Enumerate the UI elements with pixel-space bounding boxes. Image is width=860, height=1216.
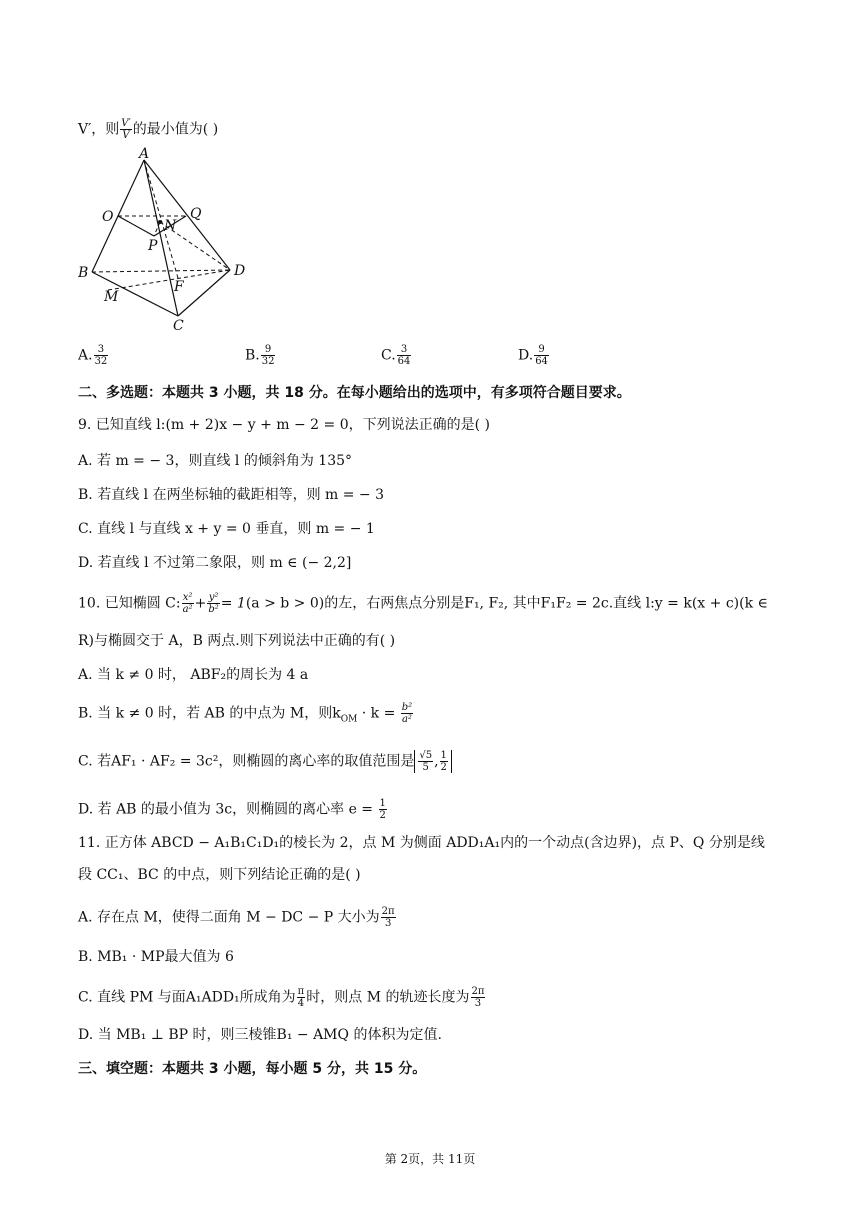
- frac-den: 4: [297, 998, 305, 1009]
- q8-prefix: V′，则: [78, 121, 120, 138]
- frac-num: √5: [419, 750, 433, 761]
- frac-num: 9: [534, 344, 549, 356]
- frac-num: 1: [440, 750, 447, 761]
- frac-den: 32: [94, 356, 108, 367]
- section-3-heading: 三、填空题：本题共 3 小题，每小题 5 分，共 15 分。: [78, 1061, 427, 1077]
- edge-OP: [118, 216, 154, 236]
- q10-stem-a: 10. 已知椭圆 C:: [78, 595, 181, 612]
- plus-sign: +: [194, 595, 207, 612]
- ellipse-y-term: $\frac{\text{y²}}{\text{b²}}$: [208, 592, 219, 615]
- q9-stem: 9. 已知直线 l:(m + 2)x − y + m − 2 = 0，下列说法正确的是( ): [78, 417, 490, 433]
- interval-lower: [418, 750, 433, 773]
- frac-num: b²: [401, 702, 413, 713]
- label-Q: Q: [190, 206, 202, 222]
- q11-optc-b: 时，则点 M 的轨迹长度为: [306, 989, 470, 1006]
- q11-opta-a: A. 存在点 M，使得二面角 M − DC − P 大小为: [78, 909, 380, 926]
- q11-option-d[interactable]: D. 当 MB₁ ⊥ BP 时，则三棱锥B₁ − AMQ 的体积为定值.: [78, 1027, 442, 1043]
- point-N: [158, 220, 162, 224]
- q8-option-b[interactable]: [245, 344, 276, 367]
- q10-option-a[interactable]: A. 当 k ≠ 0 时， ABF₂的周长为 4 a: [78, 667, 309, 683]
- ellipse-x-term: $\frac{\text{x²}}{\text{a²}}$: [182, 592, 193, 615]
- option-fraction: [261, 344, 276, 367]
- frac-num: 9: [261, 344, 276, 356]
- q10-stem-b: (a > b > 0)的左，右两焦点分别是F₁, F₂, 其中F₁F₂ = 2c.直线 l:y = k(x + c)(k ∈: [245, 595, 768, 612]
- label-F: F: [174, 279, 184, 295]
- q9-option-b[interactable]: B. 若直线 l 在两坐标轴的截距相等，则 m = − 3: [78, 487, 385, 503]
- q8-option-d[interactable]: [518, 344, 550, 367]
- edge-BD: [92, 270, 230, 272]
- label-M: M: [104, 289, 119, 305]
- label-A: A: [139, 146, 150, 162]
- q8-frac-num: V′: [121, 118, 131, 129]
- page-footer: 第 2页，共 11页: [384, 1152, 476, 1166]
- q10-optc-a: C. 若AF₁ · AF₂ = 3c²，则椭圆的离心率的取值范围是: [78, 753, 415, 770]
- q9-option-c[interactable]: C. 直线 l 与直线 x + y = 0 垂直，则 m = − 1: [78, 521, 375, 537]
- q11-option-b[interactable]: B. MB₁ · MP最大值为 6: [78, 949, 234, 965]
- option-fraction: [397, 344, 412, 367]
- option-letter: B.: [245, 347, 260, 364]
- q8-fraction: [120, 118, 132, 141]
- option-letter: D.: [518, 347, 534, 364]
- label-B: B: [78, 265, 89, 281]
- frac-num: π: [297, 986, 305, 997]
- frac-den: 2: [440, 762, 447, 773]
- q10-optb-frac: [401, 702, 413, 725]
- q9-option-d[interactable]: D. 若直线 l 不过第二象限，则 m ∈ (− 2,2]: [78, 555, 352, 571]
- option-letter: A.: [78, 347, 93, 364]
- tetrahedron-figure: [78, 146, 278, 336]
- q8-stem-tail: [78, 118, 218, 141]
- label-N: N: [164, 218, 177, 234]
- frac-den: 3: [384, 918, 392, 929]
- q10-optd-frac: [379, 798, 387, 821]
- frac-num: 3: [397, 344, 412, 356]
- q10-optb-b: · k =: [357, 705, 400, 722]
- option-fraction: [94, 344, 109, 367]
- q11-optc-frac2: [471, 986, 486, 1009]
- section-2-heading: 二、多选题：本题共 3 小题，共 18 分。在每小题给出的选项中，有多项符合题目要求。: [78, 385, 631, 401]
- option-letter: C.: [381, 347, 396, 364]
- label-D: D: [234, 263, 246, 279]
- q9-option-a[interactable]: A. 若 m = − 3，则直线 l 的倾斜角为 135°: [78, 453, 353, 469]
- q11-stem-line1: 11. 正方体 ABCD − A₁B₁C₁D₁的棱长为 2，点 M 为侧面 ADD₁A₁内的一个动点(含边界)，点 P、Q 分别是线: [78, 835, 765, 851]
- frac-den: 2: [379, 810, 386, 821]
- q8-suffix: 的最小值为( ): [132, 121, 219, 138]
- frac-num: 2π: [471, 986, 485, 997]
- interval-upper: [440, 750, 448, 773]
- frac-den: 64: [397, 356, 411, 367]
- label-O: O: [102, 209, 114, 225]
- q8-option-a[interactable]: [78, 344, 109, 367]
- q8-frac-den: V: [122, 130, 130, 141]
- q10-option-c[interactable]: [78, 750, 452, 773]
- equals-one: = 1: [220, 595, 246, 612]
- frac-den: 64: [535, 356, 548, 367]
- q11-option-c[interactable]: [78, 986, 486, 1009]
- q11-optc-frac1: [297, 986, 306, 1009]
- q11-optc-a: C. 直线 PM 与面A₁ADD₁所成角为: [78, 989, 296, 1006]
- option-fraction: [534, 344, 549, 367]
- q11-stem-line2: 段 CC₁、BC 的中点，则下列结论正确的是( ): [78, 867, 361, 883]
- q10-optd-a: D. 若 AB 的最小值为 3c，则椭圆的离心率 e =: [78, 801, 378, 818]
- label-P: P: [148, 238, 158, 254]
- q10-option-b[interactable]: [78, 702, 414, 728]
- q10-option-d[interactable]: [78, 798, 388, 821]
- frac-num: 1: [379, 798, 386, 809]
- q8-option-c[interactable]: [381, 344, 412, 367]
- frac-den: 5: [422, 762, 429, 773]
- q11-opta-frac: [381, 906, 396, 929]
- frac-den: 32: [261, 356, 275, 367]
- q11-option-a[interactable]: [78, 906, 397, 929]
- q10-stem-line1: [78, 592, 768, 615]
- frac-den: 3: [474, 998, 482, 1009]
- label-C: C: [173, 318, 184, 334]
- frac-num: 3: [94, 344, 109, 356]
- q10-optb-sub: OM: [340, 714, 358, 725]
- frac-num: 2π: [381, 906, 395, 917]
- interval-bracket: $\frac{√5}{5}$ , $\frac{1}{2}$: [414, 750, 452, 773]
- q10-optb-a: B. 当 k ≠ 0 时，若 AB 的中点为 M，则k: [78, 705, 341, 722]
- q10-stem-line2: R)与椭圆交于 A，B 两点.则下列说法中正确的有( ): [78, 633, 396, 649]
- frac-den: a²: [401, 714, 412, 725]
